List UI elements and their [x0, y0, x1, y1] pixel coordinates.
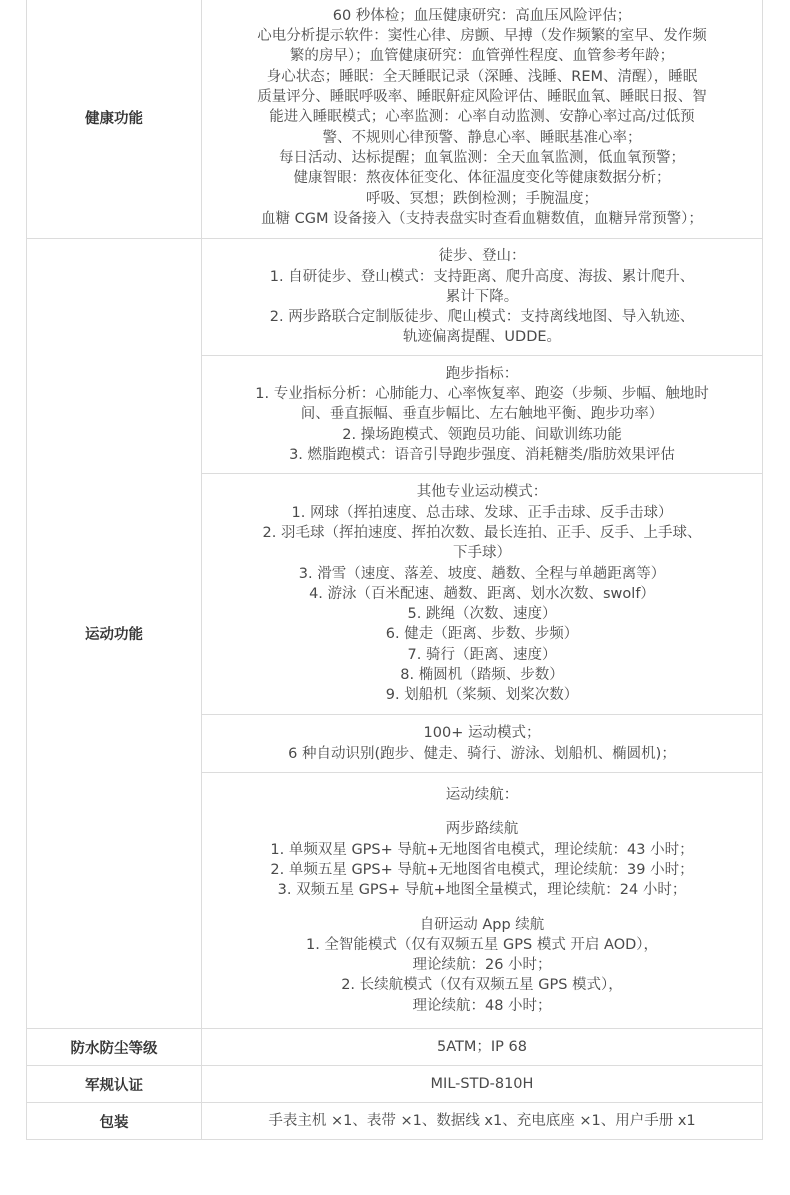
text-line: 间、垂直振幅、垂直步幅比、左右触地平衡、跑步功率）	[300, 406, 664, 423]
text-line: 身心状态；睡眠：全天睡眠记录（深睡、浅睡、REM、清醒），睡眠	[266, 68, 698, 85]
text-line: 9. 划船机（桨频、划桨次数）	[385, 687, 579, 704]
table-row-health	[27, 0, 763, 239]
text-line: 质量评分、睡眠呼吸率、睡眠鼾症风险评估、睡眠血氧、睡眠日报、智	[257, 89, 707, 106]
sport-label: 运动功能	[27, 239, 202, 1029]
military-value: MIL-STD-810H	[202, 1066, 763, 1103]
text-line: 其他专业运动模式：	[416, 484, 548, 501]
text-line: 6. 健走（距离、步数、步频）	[385, 626, 579, 643]
blank-line	[202, 805, 762, 819]
text-line: 下手球）	[453, 545, 511, 562]
waterproof-value: 5ATM；IP 68	[202, 1029, 763, 1066]
table-row-sport-1	[27, 239, 763, 356]
text-line: 警、不规则心律预警、静息心率、睡眠基准心率；	[322, 129, 642, 146]
text-line: 自研运动 App 续航	[419, 916, 545, 933]
text-line: 60 秒体检；血压健康研究：高血压风险评估；	[332, 7, 632, 24]
text-line: 6 种自动识别(跑步、健走、骑行、游泳、划船机、椭圆机)；	[288, 745, 676, 762]
text-line: 1. 网球（挥拍速度、总击球、发球、正手击球、反手击球）	[291, 504, 673, 521]
text-line: 1. 自研徒步、登山模式：支持距离、爬升高度、海拔、累计爬升、	[269, 268, 695, 285]
text-line: 繁的房早）；血管健康研究：血管弹性程度、血管参考年龄；	[289, 48, 675, 65]
text-line: 累计下降。	[445, 288, 519, 305]
sport-hiking-value	[202, 239, 763, 356]
table-row-waterproof	[27, 1029, 763, 1066]
text-line: 两步路续航	[445, 821, 519, 838]
spec-table	[26, 0, 763, 1140]
text-line: 2. 长续航模式（仅有双频五星 GPS 模式），	[341, 977, 623, 994]
text-line: 2. 羽毛球（挥拍速度、挥拍次数、最长连拍、正手、反手、上手球、	[262, 524, 702, 541]
table-row-military	[27, 1066, 763, 1103]
waterproof-label: 防水防尘等级	[27, 1029, 202, 1066]
blank-line	[202, 901, 762, 915]
text-line: 2. 单频五星 GPS+ 导航+无地图省电模式，理论续航：39 小时；	[270, 861, 694, 878]
text-line: 健康智眼：熬夜体征变化、体征温度变化等健康数据分析；	[293, 170, 671, 187]
health-value	[202, 0, 763, 239]
text-line: 血糖 CGM 设备接入（支持表盘实时查看血糖数值，血糖异常预警）；	[261, 210, 703, 227]
text-line: 100+ 运动模式；	[423, 725, 541, 742]
text-line: 4. 游泳（百米配速、趟数、距离、划水次数、swolf）	[309, 585, 655, 602]
package-label: 包装	[27, 1103, 202, 1140]
text-line: 轨迹偏离提醒、UDDE。	[402, 329, 562, 346]
text-line: 3. 燃脂跑模式：语音引导跑步强度、消耗糖类/脂肪效果评估	[289, 446, 675, 463]
sport-running-value	[202, 356, 763, 474]
sport-other-modes-value	[202, 474, 763, 715]
text-line: 7. 骑行（距离、速度）	[407, 646, 557, 663]
sport-modes-count-value	[202, 715, 763, 773]
text-line: 8. 椭圆机（踏频、步数）	[400, 667, 564, 684]
text-line: 1. 全智能模式（仅有双频五星 GPS 模式 开启 AOD），	[305, 936, 659, 953]
text-line: 跑步指标：	[445, 365, 519, 382]
table-row-package	[27, 1103, 763, 1140]
text-line: 3. 滑雪（速度、落差、坡度、趟数、全程与单趟距离等）	[298, 565, 666, 582]
text-line: 5. 跳绳（次数、速度）	[407, 606, 557, 623]
text-line: 每日活动、达标提醒；血氧监测：全天血氧监测，低血氧预警；	[279, 149, 685, 166]
text-line: 1. 单频双星 GPS+ 导航+无地图省电模式，理论续航：43 小时；	[270, 841, 694, 858]
text-line: 心电分析提示软件：窦性心律、房颤、早搏（发作频繁的室早、发作频	[257, 28, 707, 45]
text-line: 2. 两步路联合定制版徒步、爬山模式：支持离线地图、导入轨迹、	[269, 309, 695, 326]
military-label: 军规认证	[27, 1066, 202, 1103]
package-value: 手表主机 ×1、表带 ×1、数据线 x1、充电底座 ×1、用户手册 x1	[202, 1103, 763, 1140]
health-label: 健康功能	[27, 0, 202, 239]
text-line: 1. 专业指标分析：心肺能力、心率恢复率、跑姿（步频、步幅、触地时	[255, 386, 709, 403]
text-line: 能进入睡眠模式；心率监测：心率自动监测、安静心率过高/过低预	[269, 109, 695, 126]
text-line: 3. 双频五星 GPS+ 导航+地图全量模式，理论续航：24 小时；	[277, 882, 687, 899]
sport-battery-value	[202, 773, 763, 1029]
text-line: 理论续航：26 小时；	[412, 957, 552, 974]
text-line: 理论续航：48 小时；	[412, 997, 552, 1014]
text-line: 运动续航：	[445, 787, 519, 804]
text-line: 呼吸、冥想；跌倒检测；手腕温度；	[366, 190, 598, 207]
text-line: 2. 操场跑模式、领跑员功能、间歇训练功能	[342, 426, 622, 443]
text-line: 徒步、登山：	[438, 248, 526, 265]
